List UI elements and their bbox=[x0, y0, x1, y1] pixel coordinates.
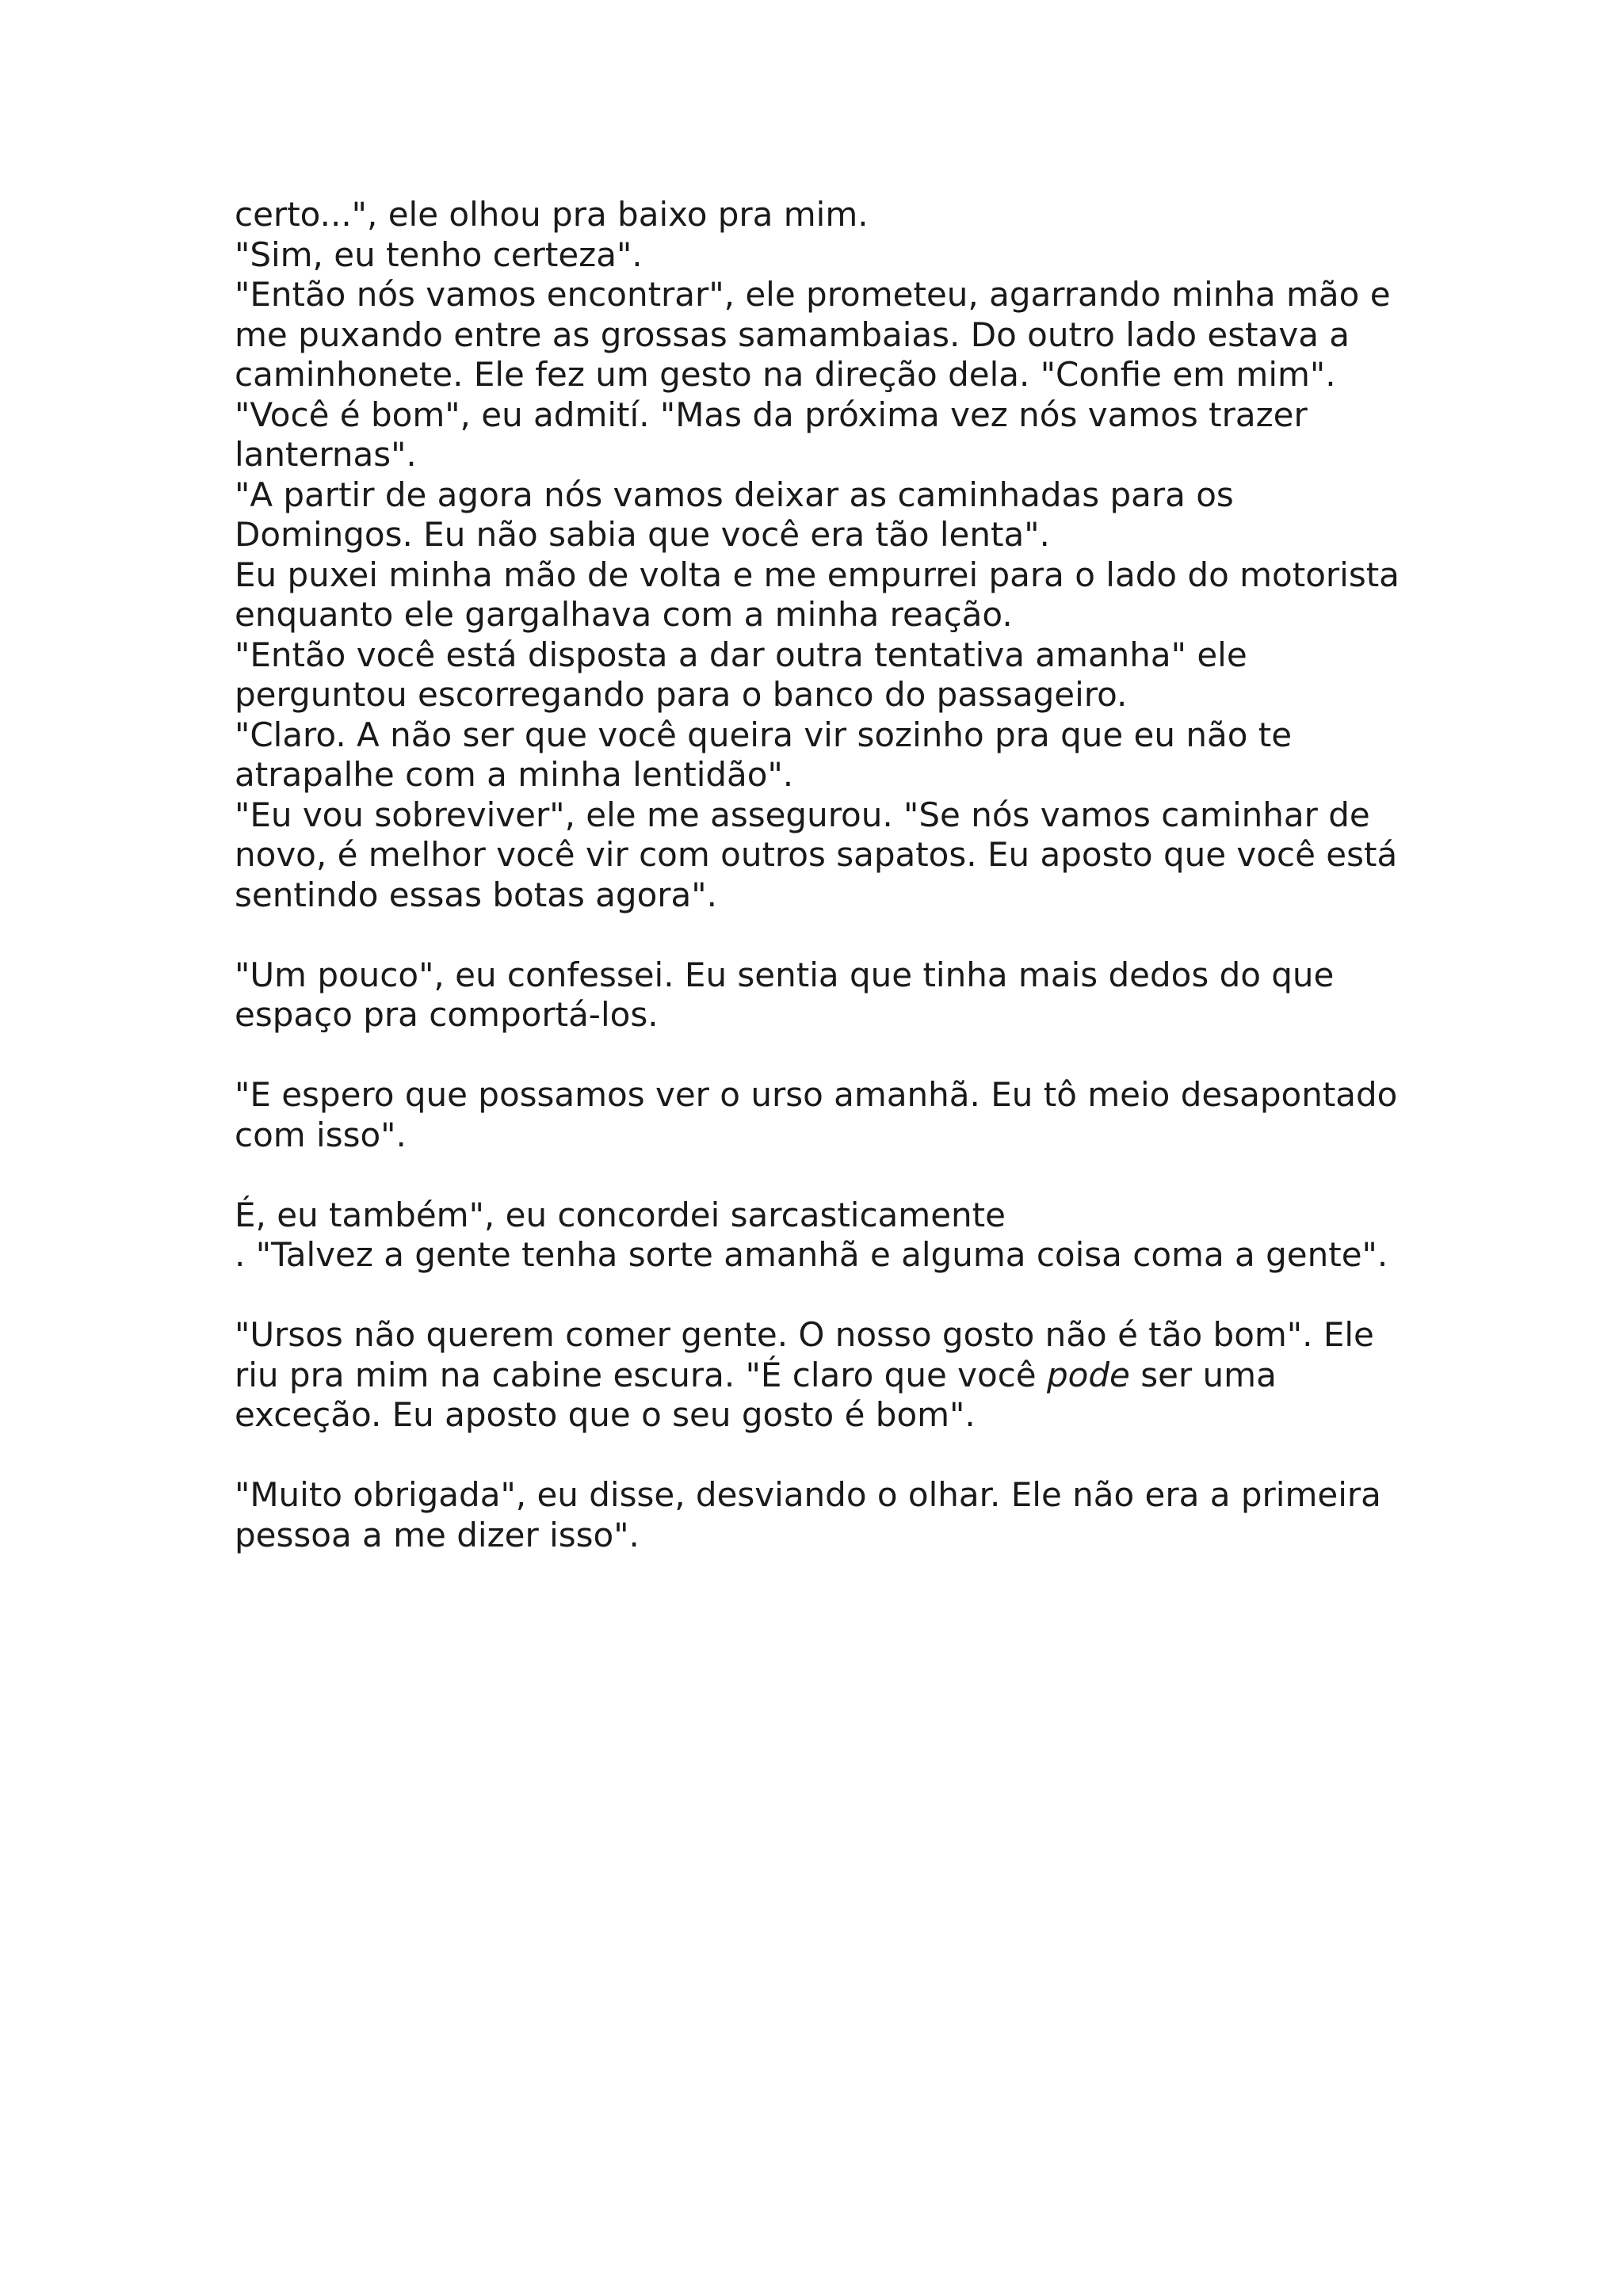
text-line: "Eu vou sobreviver", ele me assegurou. "Se nós vamos caminhar de bbox=[235, 795, 1370, 834]
text-line: enquanto ele gargalhava com a minha reação. bbox=[235, 595, 1013, 634]
text-line: "Muito obrigada", eu disse, desviando o olhar. Ele não era a primeira bbox=[235, 1475, 1381, 1514]
paragraph-tambem bbox=[235, 1196, 1423, 1276]
paragraph-gap bbox=[235, 1276, 1423, 1316]
text-line: . "Talvez a gente tenha sorte amanhã e alguma coisa coma a gente". bbox=[235, 1235, 1388, 1274]
text-line: "Claro. A não ser que você queira vir sozinho pra que eu não te bbox=[235, 715, 1293, 754]
text-line: novo, é melhor você vir com outros sapatos. Eu aposto que você está bbox=[235, 835, 1398, 874]
paragraph-ursos bbox=[235, 1315, 1423, 1436]
paragraph-gap bbox=[235, 1035, 1423, 1076]
text-line: "Você é bom", eu admití. "Mas da próxima vez nós vamos trazer bbox=[235, 395, 1308, 434]
paragraph-main bbox=[235, 195, 1423, 915]
text-line: "E espero que possamos ver o urso amanhã. Eu tô meio desapontado bbox=[235, 1075, 1398, 1114]
paragraph-um-pouco bbox=[235, 955, 1423, 1035]
body-text bbox=[235, 195, 1423, 1555]
text-line: "A partir de agora nós vamos deixar as caminhadas para os bbox=[235, 475, 1234, 514]
paragraph-urso bbox=[235, 1075, 1423, 1155]
text-line: "Sim, eu tenho certeza". bbox=[235, 235, 643, 274]
text-line: exceção. Eu aposto que o seu gosto é bom". bbox=[235, 1395, 976, 1434]
text-line: "Ursos não querem comer gente. O nosso gosto não é tão bom". Ele bbox=[235, 1315, 1374, 1354]
paragraph-gap bbox=[235, 1155, 1423, 1196]
text-line: Domingos. Eu não sabia que você era tão lenta". bbox=[235, 515, 1050, 554]
text-segment: riu pra mim na cabine escura. "É claro que você bbox=[235, 1355, 1047, 1394]
text-line: Eu puxei minha mão de volta e me empurrei para o lado do motorista bbox=[235, 555, 1400, 594]
text-line: com isso". bbox=[235, 1115, 407, 1154]
text-line: sentindo essas botas agora". bbox=[235, 875, 717, 914]
text-line: me puxando entre as grossas samambaias. Do outro lado estava a bbox=[235, 315, 1350, 354]
text-line: certo...", ele olhou pra baixo pra mim. bbox=[235, 195, 869, 234]
text-line: perguntou escorregando para o banco do passageiro. bbox=[235, 675, 1128, 714]
text-line: É, eu também", eu concordei sarcasticamente bbox=[235, 1195, 1006, 1234]
text-line: lanternas". bbox=[235, 435, 417, 474]
text-line: "Então nós vamos encontrar", ele prometeu, agarrando minha mão e bbox=[235, 275, 1391, 314]
emphasis-text: pode bbox=[1046, 1355, 1130, 1394]
text-segment: ser uma bbox=[1129, 1355, 1277, 1394]
text-line: espaço pra comportá-los. bbox=[235, 995, 659, 1034]
text-line: pessoa a me dizer isso". bbox=[235, 1515, 640, 1554]
text-line-with-emphasis bbox=[235, 1356, 1423, 1396]
text-line: atrapalhe com a minha lentidão". bbox=[235, 755, 794, 794]
paragraph-gap bbox=[235, 1436, 1423, 1476]
text-line: "Um pouco", eu confessei. Eu sentia que tinha mais dedos do que bbox=[235, 955, 1335, 994]
paragraph-obrigada bbox=[235, 1475, 1423, 1555]
text-line: caminhonete. Ele fez um gesto na direção dela. "Confie em mim". bbox=[235, 355, 1336, 394]
text-line: "Então você está disposta a dar outra tentativa amanha" ele bbox=[235, 635, 1247, 674]
paragraph-gap bbox=[235, 915, 1423, 955]
